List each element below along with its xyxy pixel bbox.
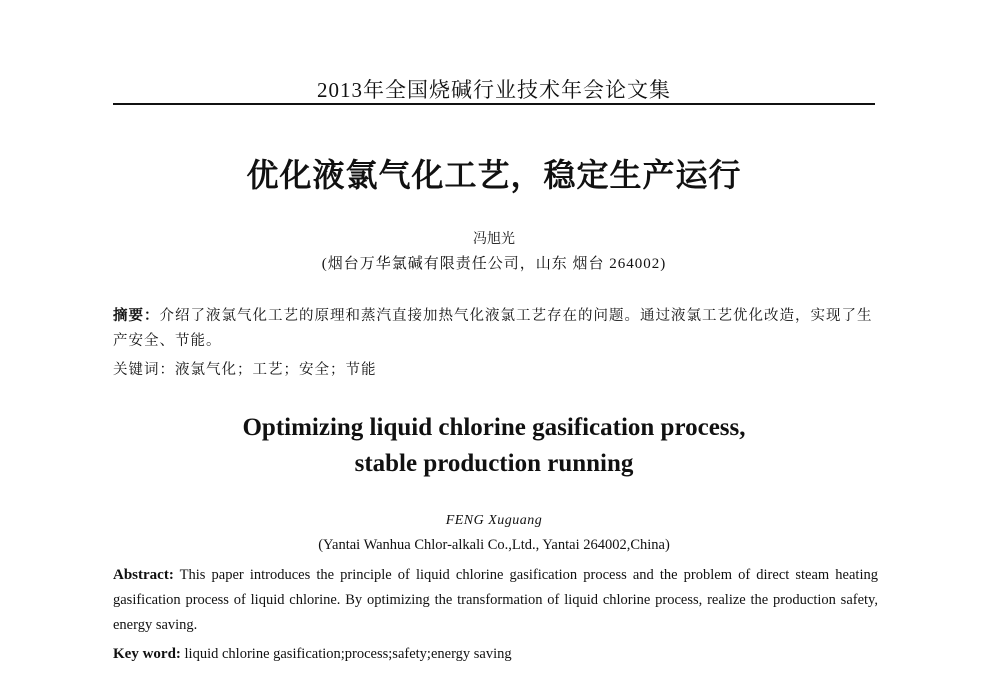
chinese-keywords-label: 关键词： (113, 362, 175, 378)
chinese-keywords (113, 358, 878, 379)
chinese-abstract (113, 304, 878, 354)
english-keywords (113, 646, 878, 663)
english-title-line2: stable production running (354, 450, 634, 477)
english-abstract (113, 563, 878, 638)
english-title-line1: Optimizing liquid chlorine gasification process, (242, 414, 746, 441)
english-title (113, 410, 875, 482)
header-rule (113, 103, 875, 105)
english-abstract-label: Abstract: (113, 567, 174, 583)
proceedings-header: 2013年全国烧碱行业技术年会论文集 (317, 78, 671, 102)
english-keywords-label: Key word: (113, 646, 181, 662)
english-keywords-text: liquid chlorine gasification;process;safety;energy saving (184, 646, 512, 662)
chinese-title: 优化液氯气化工艺，稳定生产运行 (246, 156, 742, 194)
english-author: FENG Xuguang (445, 513, 543, 528)
chinese-affiliation: (烟台万华氯碱有限责任公司，山东 烟台 264002) (321, 256, 667, 272)
chinese-author: 冯旭光 (473, 232, 515, 247)
chinese-abstract-text: 介绍了液氯气化工艺的原理和蒸汽直接加热气化液氯工艺存在的问题。通过液氯工艺优化改造，实现了生产安全、节能。 (113, 308, 873, 349)
english-abstract-text: This paper introduces the principle of liquid chlorine gasification process and the problem of direct steam heating gasification process of liquid chlorine. By optimizing the transformation of liquid chlorine process, realize the production safety, energy saving. (113, 567, 878, 633)
english-affiliation: (Yantai Wanhua Chlor-alkali Co.,Ltd., Yantai 264002,China) (318, 537, 670, 553)
chinese-keywords-text: 液氯气化；工艺；安全；节能 (175, 362, 377, 378)
chinese-abstract-label: 摘要： (113, 308, 160, 324)
